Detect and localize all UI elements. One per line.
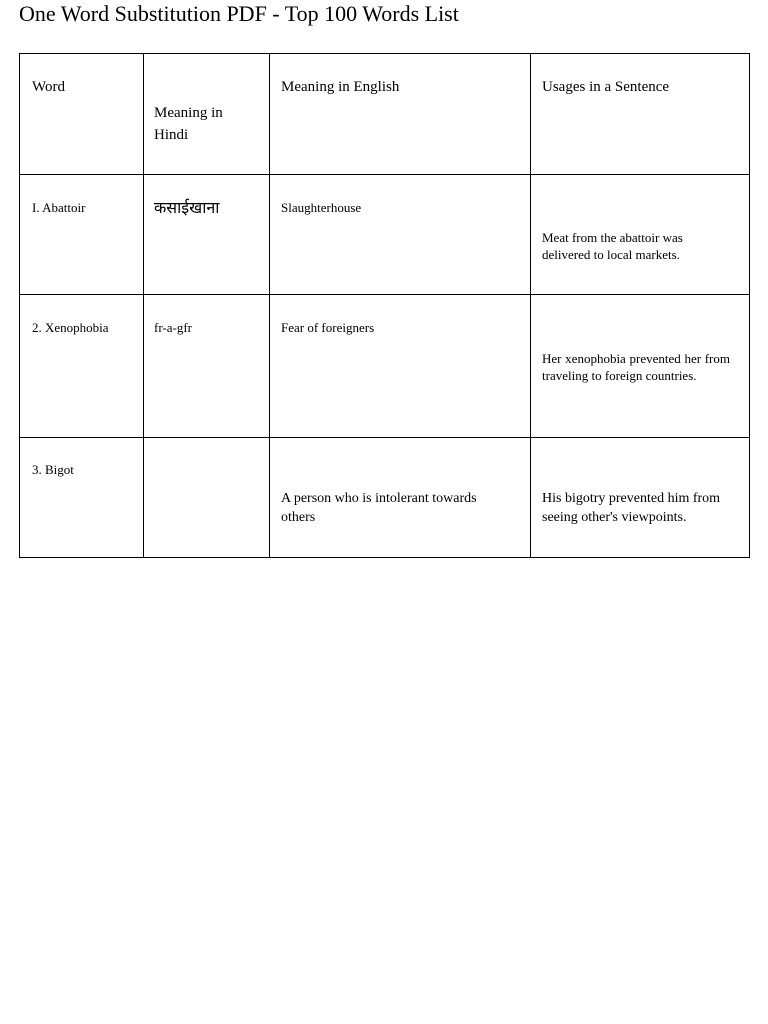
table-row — [20, 175, 750, 295]
word-table — [19, 53, 750, 558]
header-cell-usage — [531, 54, 750, 175]
usage-cell — [531, 438, 750, 558]
hindi-text: fr-a-gfr — [154, 320, 192, 335]
header-english: Meaning in English — [281, 79, 400, 95]
usage-cell — [531, 175, 750, 295]
english-cell — [270, 175, 531, 295]
word-text: I. Abattoir — [32, 200, 86, 215]
english-text: Slaughterhouse — [281, 200, 362, 215]
header-hindi: Meaning in Hindi — [154, 105, 223, 143]
header-usage: Usages in a Sentence — [542, 79, 670, 95]
hindi-text: कसाईखाना — [154, 198, 220, 217]
word-text: 3. Bigot — [32, 462, 74, 477]
word-text: 2. Xenophobia — [32, 320, 109, 335]
header-cell-english — [270, 54, 531, 175]
english-cell — [270, 438, 531, 558]
word-cell — [20, 175, 144, 295]
hindi-cell — [144, 295, 270, 438]
word-cell — [20, 438, 144, 558]
usage-text: His bigotry prevented him from seeing other's viewpoints. — [542, 491, 721, 525]
hindi-cell — [144, 438, 270, 558]
header-cell-hindi — [144, 54, 270, 175]
table-row — [20, 438, 750, 558]
hindi-cell — [144, 175, 270, 295]
word-cell — [20, 295, 144, 438]
document-title: One Word Substitution PDF - Top 100 Words List — [19, 1, 459, 26]
english-text: A person who is intolerant towards others — [281, 491, 477, 525]
table-row — [20, 295, 750, 438]
usage-cell — [531, 295, 750, 438]
header-word: Word — [32, 79, 65, 95]
usage-text: Meat from the abattoir was delivered to local markets. — [542, 230, 683, 262]
table-header-row — [20, 54, 750, 175]
usage-text: Her xenophobia prevented her from traveling to foreign countries. — [542, 351, 730, 383]
english-cell — [270, 295, 531, 438]
english-text: Fear of foreigners — [281, 320, 375, 335]
header-cell-word — [20, 54, 144, 175]
